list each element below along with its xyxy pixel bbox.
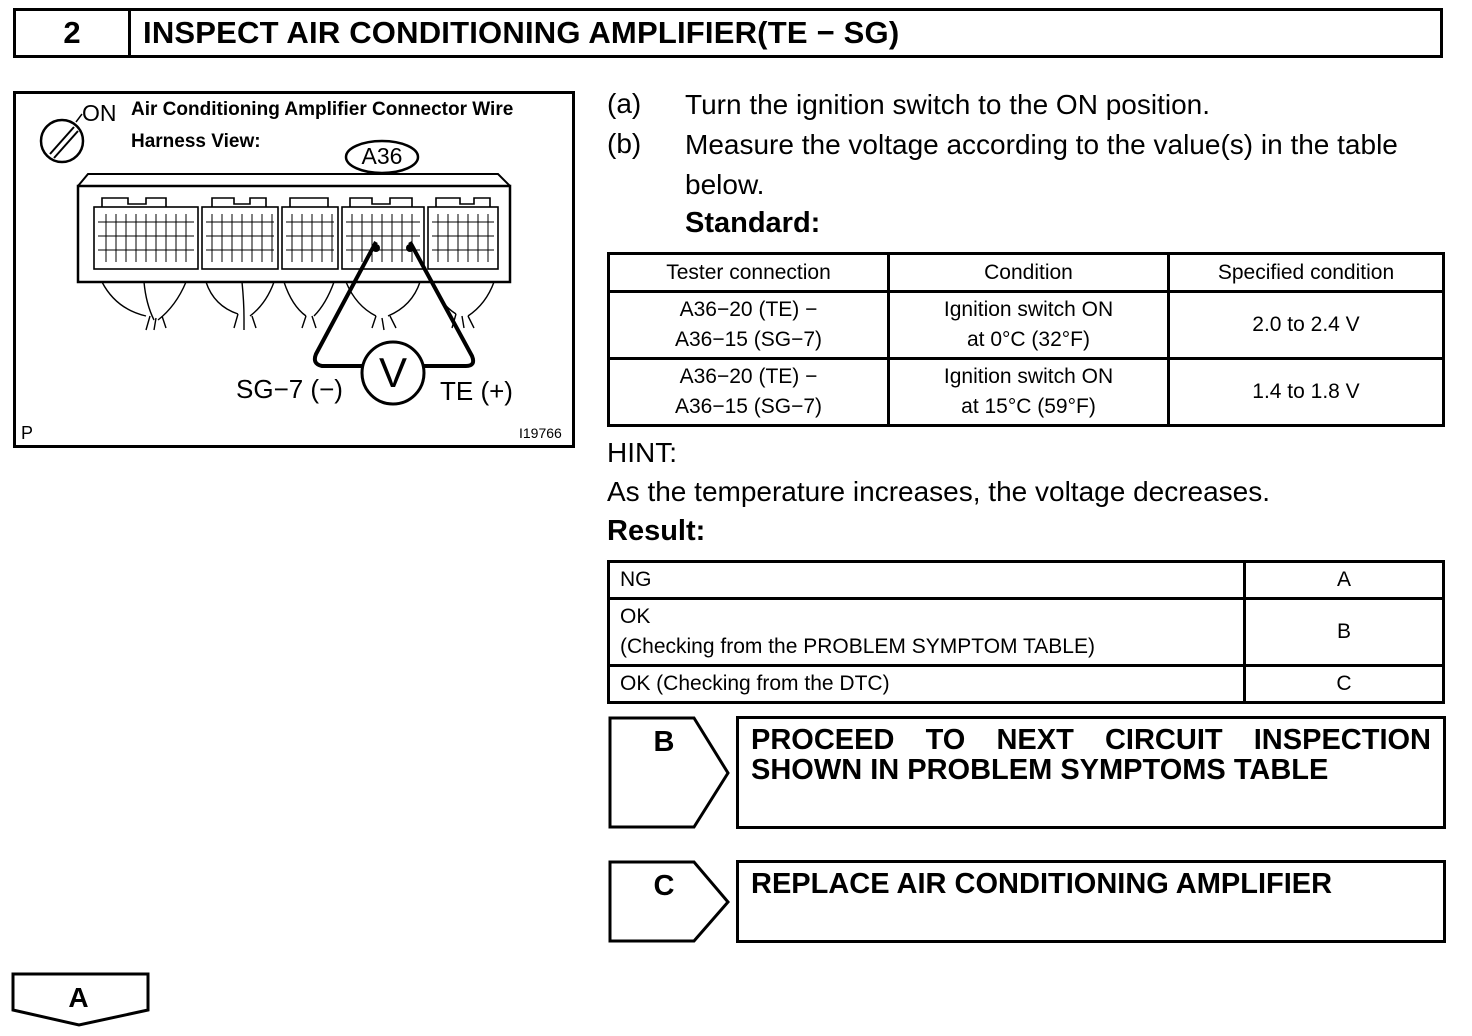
action-line: SHOWN IN PROBLEM SYMPTOMS TABLE: [751, 754, 1329, 786]
ignition-switch-icon: [41, 120, 83, 162]
result-b-code: B: [653, 726, 675, 758]
table-row: [609, 292, 1444, 359]
step-header: [13, 8, 1443, 58]
standard-label: Standard:: [685, 207, 821, 239]
column-header: Specified condition: [1169, 254, 1444, 292]
step-b-text-line2: below.: [685, 169, 765, 200]
condition-cell: [889, 292, 1169, 359]
connector-diagram: [13, 91, 575, 448]
result-b-action: [736, 716, 1446, 829]
result-code-cell: A: [1245, 562, 1444, 599]
positive-lead-label: TE (+): [440, 376, 513, 406]
specified-condition-cell: 1.4 to 1.8 V: [1169, 359, 1444, 426]
cell-line: OK: [620, 605, 651, 628]
connector-id-label: A36: [361, 143, 403, 169]
figure-caption-line2: Harness View:: [131, 131, 261, 152]
figure-id: I19766: [519, 425, 562, 441]
result-cell: OK (Checking from the DTC): [609, 666, 1245, 703]
result-table: [607, 560, 1445, 704]
hint-text: As the temperature increases, the voltage decreases.: [607, 476, 1271, 507]
cell-line: at 15°C (59°F): [961, 395, 1096, 418]
action-line: PROCEED TO NEXT CIRCUIT INSPECTION: [751, 724, 1431, 756]
cell-line: (Checking from the PROBLEM SYMPTOM TABLE): [620, 635, 1095, 658]
cell-line: A36−20 (TE) −: [679, 365, 818, 388]
result-c-code: C: [653, 870, 675, 902]
action-line: REPLACE AIR CONDITIONING AMPLIFIER: [751, 868, 1333, 900]
result-code-cell: B: [1245, 599, 1444, 666]
voltmeter-symbol: V: [378, 349, 407, 396]
table-row: [609, 359, 1444, 426]
tester-connection-cell: [609, 292, 889, 359]
figure-caption-line1: Air Conditioning Amplifier Connector Wire: [131, 99, 514, 120]
table-row: [609, 562, 1444, 599]
hint-label: HINT:: [607, 437, 677, 468]
tester-connection-cell: [609, 359, 889, 426]
condition-cell: [889, 359, 1169, 426]
result-a-code: A: [68, 982, 89, 1013]
result-c-action: [736, 860, 1446, 943]
table-header-row: [609, 254, 1444, 292]
cell-line: at 0°C (32°F): [967, 328, 1090, 351]
connector-housing-icon: [78, 174, 510, 282]
result-label: Result:: [607, 515, 706, 547]
result-cell: NG: [609, 562, 1245, 599]
step-title: INSPECT AIR CONDITIONING AMPLIFIER(TE − SG): [143, 15, 900, 50]
result-code-cell: C: [1245, 666, 1444, 703]
column-header: Condition: [889, 254, 1169, 292]
specified-condition-cell: 2.0 to 2.4 V: [1169, 292, 1444, 359]
step-b-label: (b): [607, 128, 642, 159]
step-number: 2: [16, 11, 131, 55]
column-header: Tester connection: [609, 254, 889, 292]
cell-line: A36−15 (SG−7): [674, 395, 823, 418]
table-row: [609, 666, 1444, 703]
table-row: [609, 599, 1444, 666]
ignition-on-label: ON: [82, 100, 117, 126]
figure-corner-left: P: [21, 423, 34, 443]
result-cell: [609, 599, 1245, 666]
step-b-text-line1: Measure the voltage according to the value(s) in the table: [685, 129, 1398, 160]
cell-line: Ignition switch ON: [943, 365, 1114, 388]
standard-table: [607, 252, 1445, 427]
cell-line: A36−20 (TE) −: [679, 298, 818, 321]
cell-line: A36−15 (SG−7): [674, 328, 823, 351]
step-a-label: (a): [607, 88, 642, 119]
cell-line: Ignition switch ON: [943, 298, 1114, 321]
step-a-text: Turn the ignition switch to the ON position.: [685, 89, 1210, 120]
negative-lead-label: SG−7 (−): [236, 374, 343, 404]
